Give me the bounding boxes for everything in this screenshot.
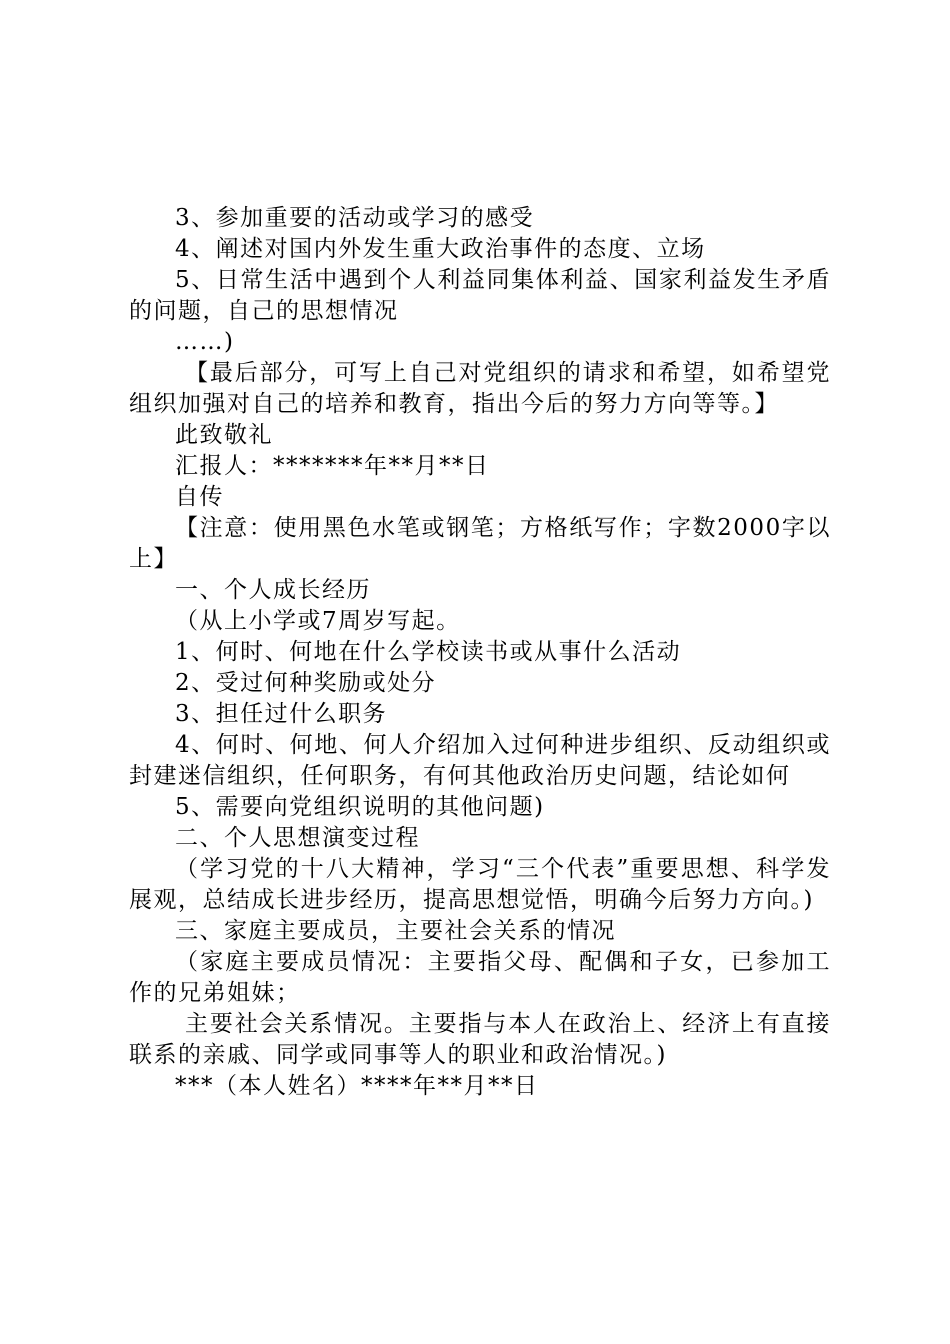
list-item: 1、何时、何地在什么学校读书或从事什么活动 (175, 639, 682, 665)
paragraph: （从上小学或7周岁写起。 (175, 608, 461, 634)
document-body (129, 203, 831, 1102)
reporter-signature: 汇报人：*******年**月**日 (175, 453, 490, 479)
list-item: 5、需要向党组织说明的其他问题) (175, 794, 545, 820)
paragraph: ……) (175, 329, 235, 355)
paragraph: （学习党的十八大精神，学习“三个代表”重要思想、科学发展观，总结成长进步经历，提高思想觉悟，明确今后努力方向。) (129, 856, 831, 913)
paragraph: 【最后部分，可写上自己对党组织的请求和希望，如希望党组织加强对自己的培养和教育，指出今后的努力方向等等。】 (129, 360, 831, 417)
paragraph: （家庭主要成员情况：主要指父母、配偶和子女，已参加工作的兄弟姐妹； (129, 949, 831, 1006)
section-heading: 一、个人成长经历 (175, 577, 371, 603)
list-item: 4、何时、何地、何人介绍加入过何种进步组织、反动组织或封建迷信组织，任何职务，有何其他政治历史问题，结论如何 (129, 732, 831, 789)
paragraph: 3、参加重要的活动或学习的感受 (175, 205, 535, 231)
closing-salutation: 此致敬礼 (175, 422, 273, 448)
section-heading: 三、家庭主要成员，主要社会关系的情况 (175, 918, 616, 944)
author-signature: ***（本人姓名）****年**月**日 (175, 1073, 539, 1099)
paragraph: 5、日常生活中遇到个人利益同集体利益、国家利益发生矛盾的问题，自己的思想情况 (129, 267, 831, 324)
list-item: 3、担任过什么职务 (175, 701, 388, 727)
paragraph: 主要社会关系情况。主要指与本人在政治上、经济上有直接联系的亲戚、同学或同事等人的职业和政治情况。) (129, 1011, 831, 1068)
paragraph: 4、阐述对国内外发生重大政治事件的态度、立场 (175, 236, 706, 262)
note: 【注意：使用黑色水笔或钢笔；方格纸写作；字数2000字以上】 (129, 515, 831, 572)
section-heading: 二、个人思想演变过程 (175, 825, 420, 851)
list-item: 2、受过何种奖励或处分 (175, 670, 437, 696)
section-heading: 自传 (175, 484, 224, 510)
